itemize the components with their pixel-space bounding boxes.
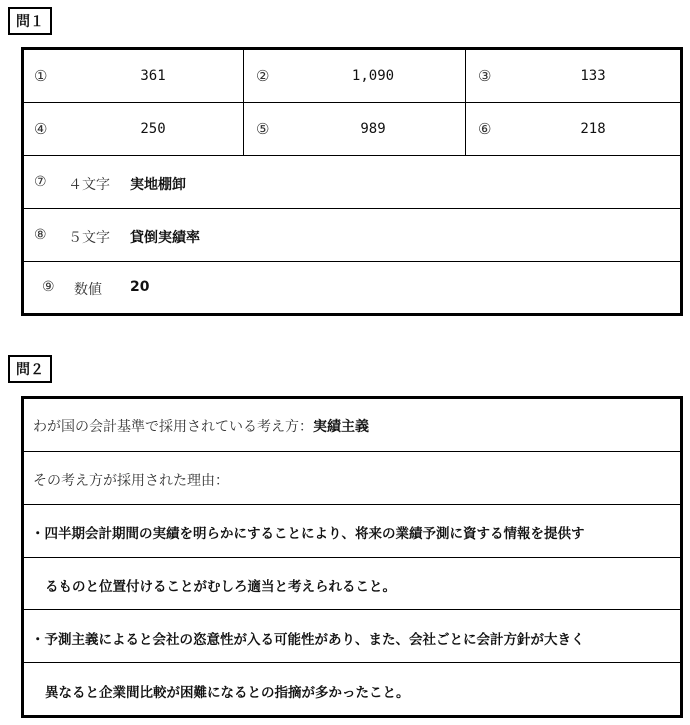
reason-2-line-1: ・予測主義によると会社の恣意性が入る可能性があり、また、会社ごとに会計方針が大きく	[31, 632, 585, 648]
answer-6-value: 218	[580, 121, 606, 137]
answer-9-number: ⑨	[42, 279, 55, 295]
question-2-answer-table	[21, 396, 683, 718]
answer-8-kind: ５文字	[68, 230, 110, 246]
column-divider	[243, 50, 244, 155]
row-divider	[24, 102, 680, 103]
row-divider	[24, 208, 680, 209]
answer-3-value: 133	[580, 68, 606, 84]
answer-7-value: 実地棚卸	[130, 177, 186, 193]
concept-answer: 実績主義	[313, 419, 369, 435]
reason-1-line-1: ・四半期会計期間の実績を明らかにすることにより、将来の業績予測に資する情報を提供す	[31, 526, 585, 542]
concept-row	[33, 416, 369, 436]
row-divider	[24, 662, 680, 663]
answer-9-kind: 数値	[74, 282, 102, 298]
answer-7-number: ⑦	[34, 174, 47, 190]
concept-label: わが国の会計基準で採用されている考え方：	[33, 419, 313, 435]
answer-8-value: 貸倒実績率	[130, 230, 200, 246]
answer-5-number: ⑤	[256, 120, 270, 138]
answer-6-number: ⑥	[478, 120, 492, 138]
row-divider	[24, 451, 680, 452]
row-divider	[24, 155, 680, 156]
reason-1-line-2: るものと位置付けることがむしろ適当と考えられること。	[45, 579, 396, 595]
answer-2-value: 1,090	[351, 68, 395, 84]
reason-2-line-2: 異なると企業間比較が困難になるとの指摘が多かったこと。	[45, 685, 410, 701]
answer-4-value: 250	[140, 121, 166, 137]
row-divider	[24, 504, 680, 505]
row-divider	[24, 609, 680, 610]
answer-2-number: ②	[256, 67, 270, 85]
answer-9-value: 20	[130, 279, 150, 295]
column-divider	[465, 50, 466, 155]
row-divider	[24, 557, 680, 558]
answer-5-value: 989	[360, 121, 386, 137]
question-2-label: 問２	[8, 355, 52, 383]
answer-8-number: ⑧	[34, 227, 47, 243]
row-divider	[24, 261, 680, 262]
answer-7-kind: ４文字	[68, 177, 110, 193]
answer-1-value: 361	[140, 68, 166, 84]
question-1-answer-table	[21, 47, 683, 316]
answer-4-number: ④	[34, 120, 48, 138]
question-1-label: 問１	[8, 7, 52, 35]
reason-label: その考え方が採用された理由：	[33, 473, 229, 489]
answer-3-number: ③	[478, 67, 492, 85]
answer-1-number: ①	[34, 67, 48, 85]
